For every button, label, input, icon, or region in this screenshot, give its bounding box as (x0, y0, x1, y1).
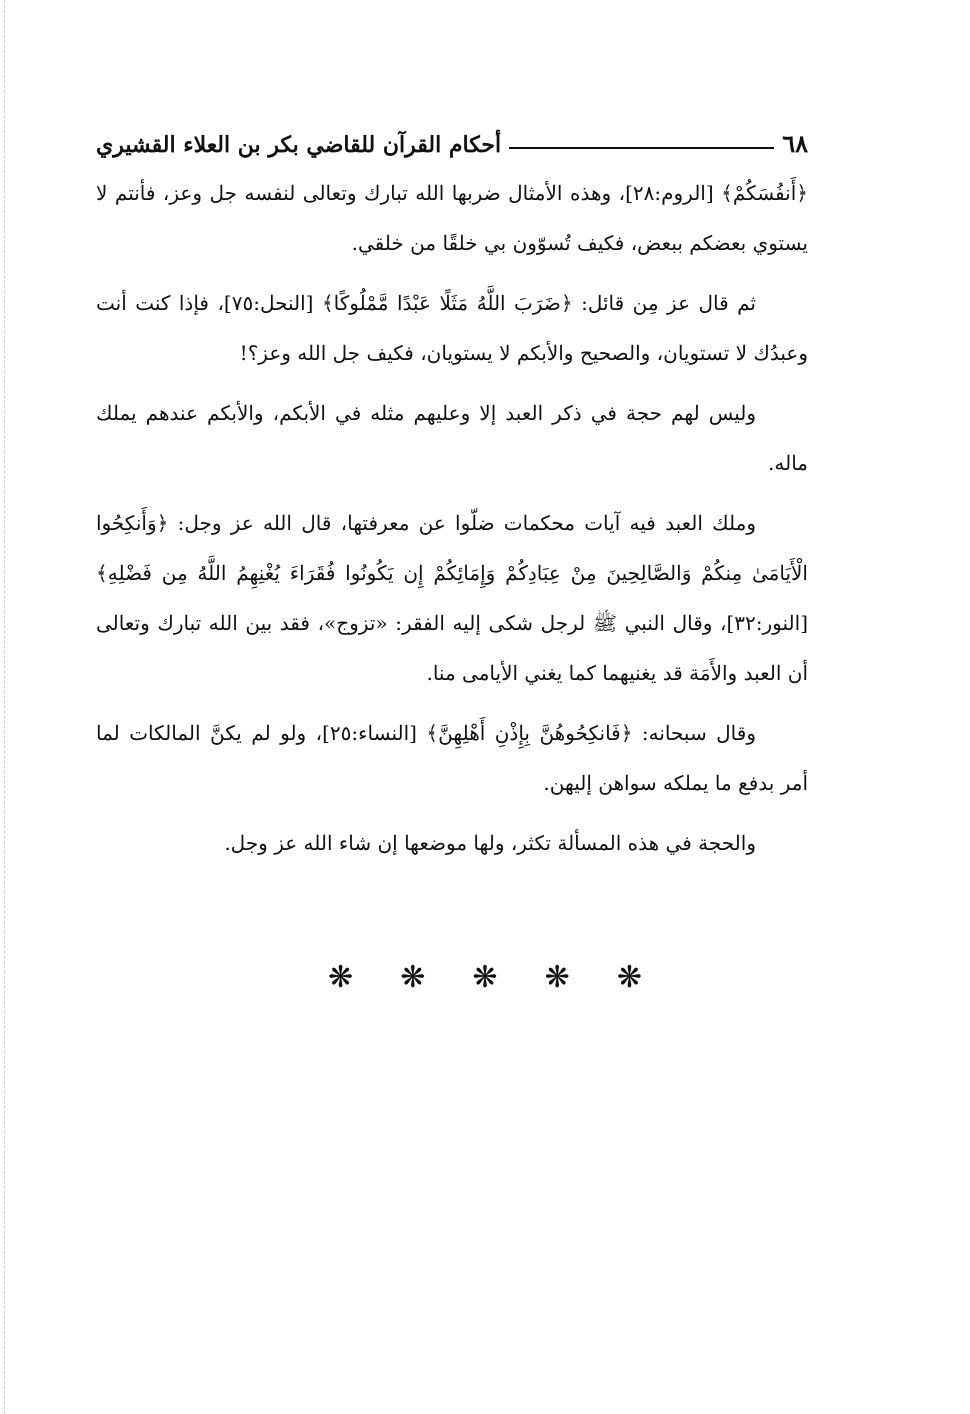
header-rule (509, 147, 774, 149)
ornament-star-icon: ❋ (400, 960, 426, 995)
ornament-star-icon: ❋ (544, 960, 570, 995)
paragraph-nur-verse: وملك العبد فيه آيات محكمات ضلّوا عن معرفتها، قال الله عز وجل: ﴿وَأَنكِحُوا الْأَيَامَىٰ مِنكُمْ وَالصَّالِحِينَ مِنْ عِبَادِكُمْ وَإِمَائِكُمْ إِن يَكُونُوا فُقَرَاءَ يُغْنِهِمُ اللَّهُ مِن فَضْلِهِ﴾ [النور:٣٢]، وقال النبي ﷺ لرجل شكى إليه الفقر: «تزوج»، فقد بين الله تبارك وتعالى أن العبد والأَمَة قد يغنيهما كما يغني الأيامى منا. (96, 511, 808, 685)
paragraph-continuation: ﴿أَنفُسَكُمْ﴾ [الروم:٢٨]، وهذه الأمثال ضربها الله تبارك وتعالى لنفسه جل وعز، فأنتم لا يستوي بعضكم ببعض، فكيف تُسوّون بي خلقًا من خلقي. (96, 181, 808, 255)
page-number: ٦٨ (782, 129, 808, 158)
paragraph-conclusion: والحجة في هذه المسألة تكثر، ولها موضعها إن شاء الله عز وجل. (224, 831, 756, 855)
page-header (96, 118, 808, 158)
paragraph-nahl-verse: ثم قال عز مِن قائل: ﴿ضَرَبَ اللَّهُ مَثَلًا عَبْدًا مَّمْلُوكًا﴾ [النحل:٧٥]، فإذا كنت أنت وعبدُك لا تستويان، والصحيح والأبكم لا يستويان، فكيف جل الله وعز؟! (96, 291, 808, 365)
ornament-star-icon: ❋ (327, 960, 354, 995)
ornament-star-icon: ❋ (472, 960, 498, 995)
paragraph-abkam: وليس لهم حجة في ذكر العبد إلا وعليهم مثله في الأبكم، والأبكم عندهم يملك ماله. (96, 401, 808, 475)
paragraph-nisa-verse: وقال سبحانه: ﴿فَانكِحُوهُنَّ بِإِذْنِ أَهْلِهِنَّ﴾ [النساء:٢٥]، ولو لم يكنَّ المالكات لما أمر بدفع ما يملكه سواهن إليهن. (96, 721, 808, 795)
section-end-ornaments (0, 960, 970, 995)
scan-edge-line (4, 0, 5, 1414)
running-title: أحكام القرآن للقاضي بكر بن العلاء القشيري (96, 132, 502, 158)
ornament-star-icon: ❋ (616, 960, 643, 995)
document-page (96, 118, 808, 878)
